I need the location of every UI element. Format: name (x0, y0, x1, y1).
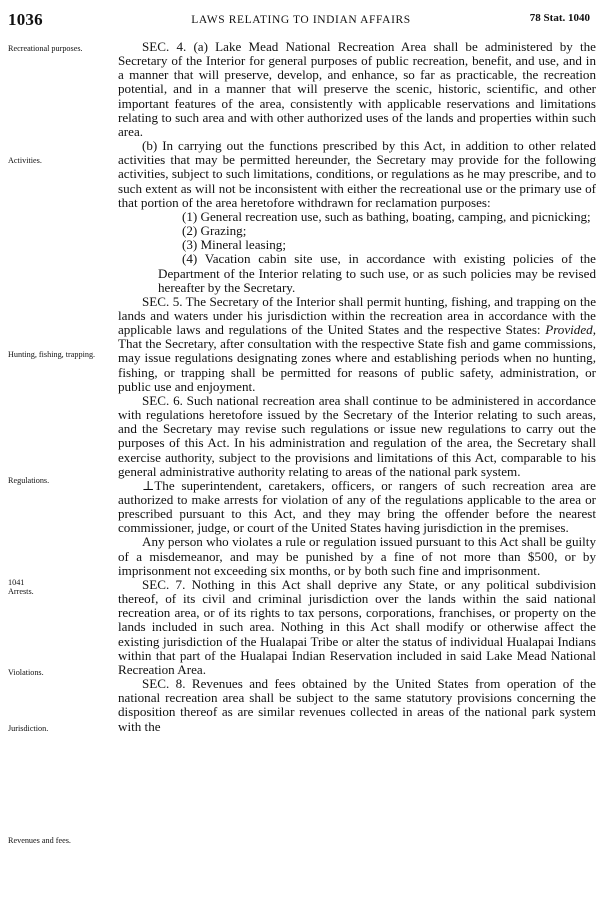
activity-item-3: (3) Mineral leasing; (182, 237, 286, 253)
margin-note-regulations: Regulations. (8, 476, 50, 485)
section-5 (118, 295, 596, 394)
margin-note-recreational: Recreational purposes. (8, 44, 83, 53)
activity-item-1: (1) General recreation use, such as bathing, boating, camping, and picnicking; (182, 208, 591, 224)
margin-note-revenues: Revenues and fees. (8, 836, 71, 845)
section-7: SEC. 7. Nothing in this Act shall deprive any State, or any political subdivision thereof, of its civil and criminal jurisdiction over the lands within the said national recreation area, or of its rights to tax persons, corporations, franchises, or property on the lands included in such area. Nothing in this Act shall modify or otherwise affect the existing jurisdiction of the Hualapai Tribe or alter the status of individual Hualapai Indians within that part of the Hualapai Indian Reservation included in said Lake Mead National Recreation Area. (118, 576, 596, 677)
statute-body (118, 40, 596, 734)
statute-citation: 78 Stat. 1040 (529, 12, 590, 24)
margin-note-violations: Violations. (8, 668, 44, 677)
section-5-text-b: That the Secretary, after consultation with the respective State fish and game commissions, may issue regulations designating zones where and establishing periods when no hunting, fishing, or trapping shall be permitted for reasons of public safety, administration, or public use and enjoyment. (118, 336, 596, 394)
page-number: 1036 (8, 10, 43, 29)
section-8: SEC. 8. Revenues and fees obtained by the United States from operation of the national recreation area shall be subject to the same statutory provisions concerning the disposition thereof as are similar revenues collected in areas of the national park system with the (118, 676, 596, 734)
violations-paragraph: Any person who violates a rule or regulation issued pursuant to this Act shall be guilty of a misdemeanor, and may be punished by a fine of not more than $500, or by imprisonment not exceeding six months, or by both such fine and imprisonment. (118, 534, 596, 578)
section-6: SEC. 6. Such national recreation area shall continue to be administered in accordance with regulations heretofore issued by the Secretary of the Interior relating to such areas, and the Secretary may revise such regulations or issue new regulations to carry out the purposes of this Act. In his administration and regulation of the area, the Secretary shall exercise authority, subject to the provisions and limitations of this Act, comparable to his general administrative authority relating to areas of the national park system. (118, 392, 596, 479)
margin-note-page-marker: 1041 (8, 578, 25, 587)
running-title: LAWS RELATING TO INDIAN AFFAIRS (191, 14, 411, 26)
page-header (0, 10, 602, 30)
activity-item-4: (4) Vacation cabin site use, in accordance with existing policies of the Department of the Interior relating to such use, or as such policies may be revised hereafter by the Secretary. (158, 251, 596, 295)
arrests-paragraph: ⊥The superintendent, caretakers, officers, or rangers of such recreation area are authorized to make arrests for violation of any of the regulations applicable to the area or prescribed pursuant to this Act, and they may bring the offender before the nearest commissioner, judge, or court of the United States having jurisdiction in the premises. (118, 477, 596, 536)
section-4a: SEC. 4. (a) Lake Mead National Recreation Area shall be administered by the Secretary of the Interior for general purposes of public recreation, benefit, and use, and in a manner that will preserve, develop, and enhance, so far as practicable, the recreation potential, and in a manner that will preserve the scenic, historic, scientific, and other important features of the area, consistently with applicable reservations and limitations relating to such area and with other authorized uses of the lands and properties within such area. (118, 39, 596, 139)
section-5-text-a: SEC. 5. The Secretary of the Interior shall permit hunting, fishing, and trapping on the lands and waters under his jurisdiction within the recreation area in accordance with the applicable laws and regulations of the United States and the respective States: (118, 293, 596, 338)
margin-note-arrests: Arrests. (8, 587, 34, 596)
margin-note-activities: Activities. (8, 156, 42, 165)
margin-note-hunting: Hunting, fishing, trapping. (8, 350, 96, 359)
section-5-proviso: Provided, (545, 322, 596, 338)
margin-note-jurisdiction: Jurisdiction. (8, 724, 49, 733)
activity-item-2: (2) Grazing; (182, 223, 247, 239)
section-4b: (b) In carrying out the functions prescribed by this Act, in addition to other related activities that may be permitted hereunder, the Secretary may provide for the following activities, subject to such limitations, conditions, or regulations as he may prescribe, and to such extent as will not be inconsistent with either the recreational use or the primary use of that portion of the area heretofore withdrawn for reclamation purposes: (118, 138, 596, 210)
